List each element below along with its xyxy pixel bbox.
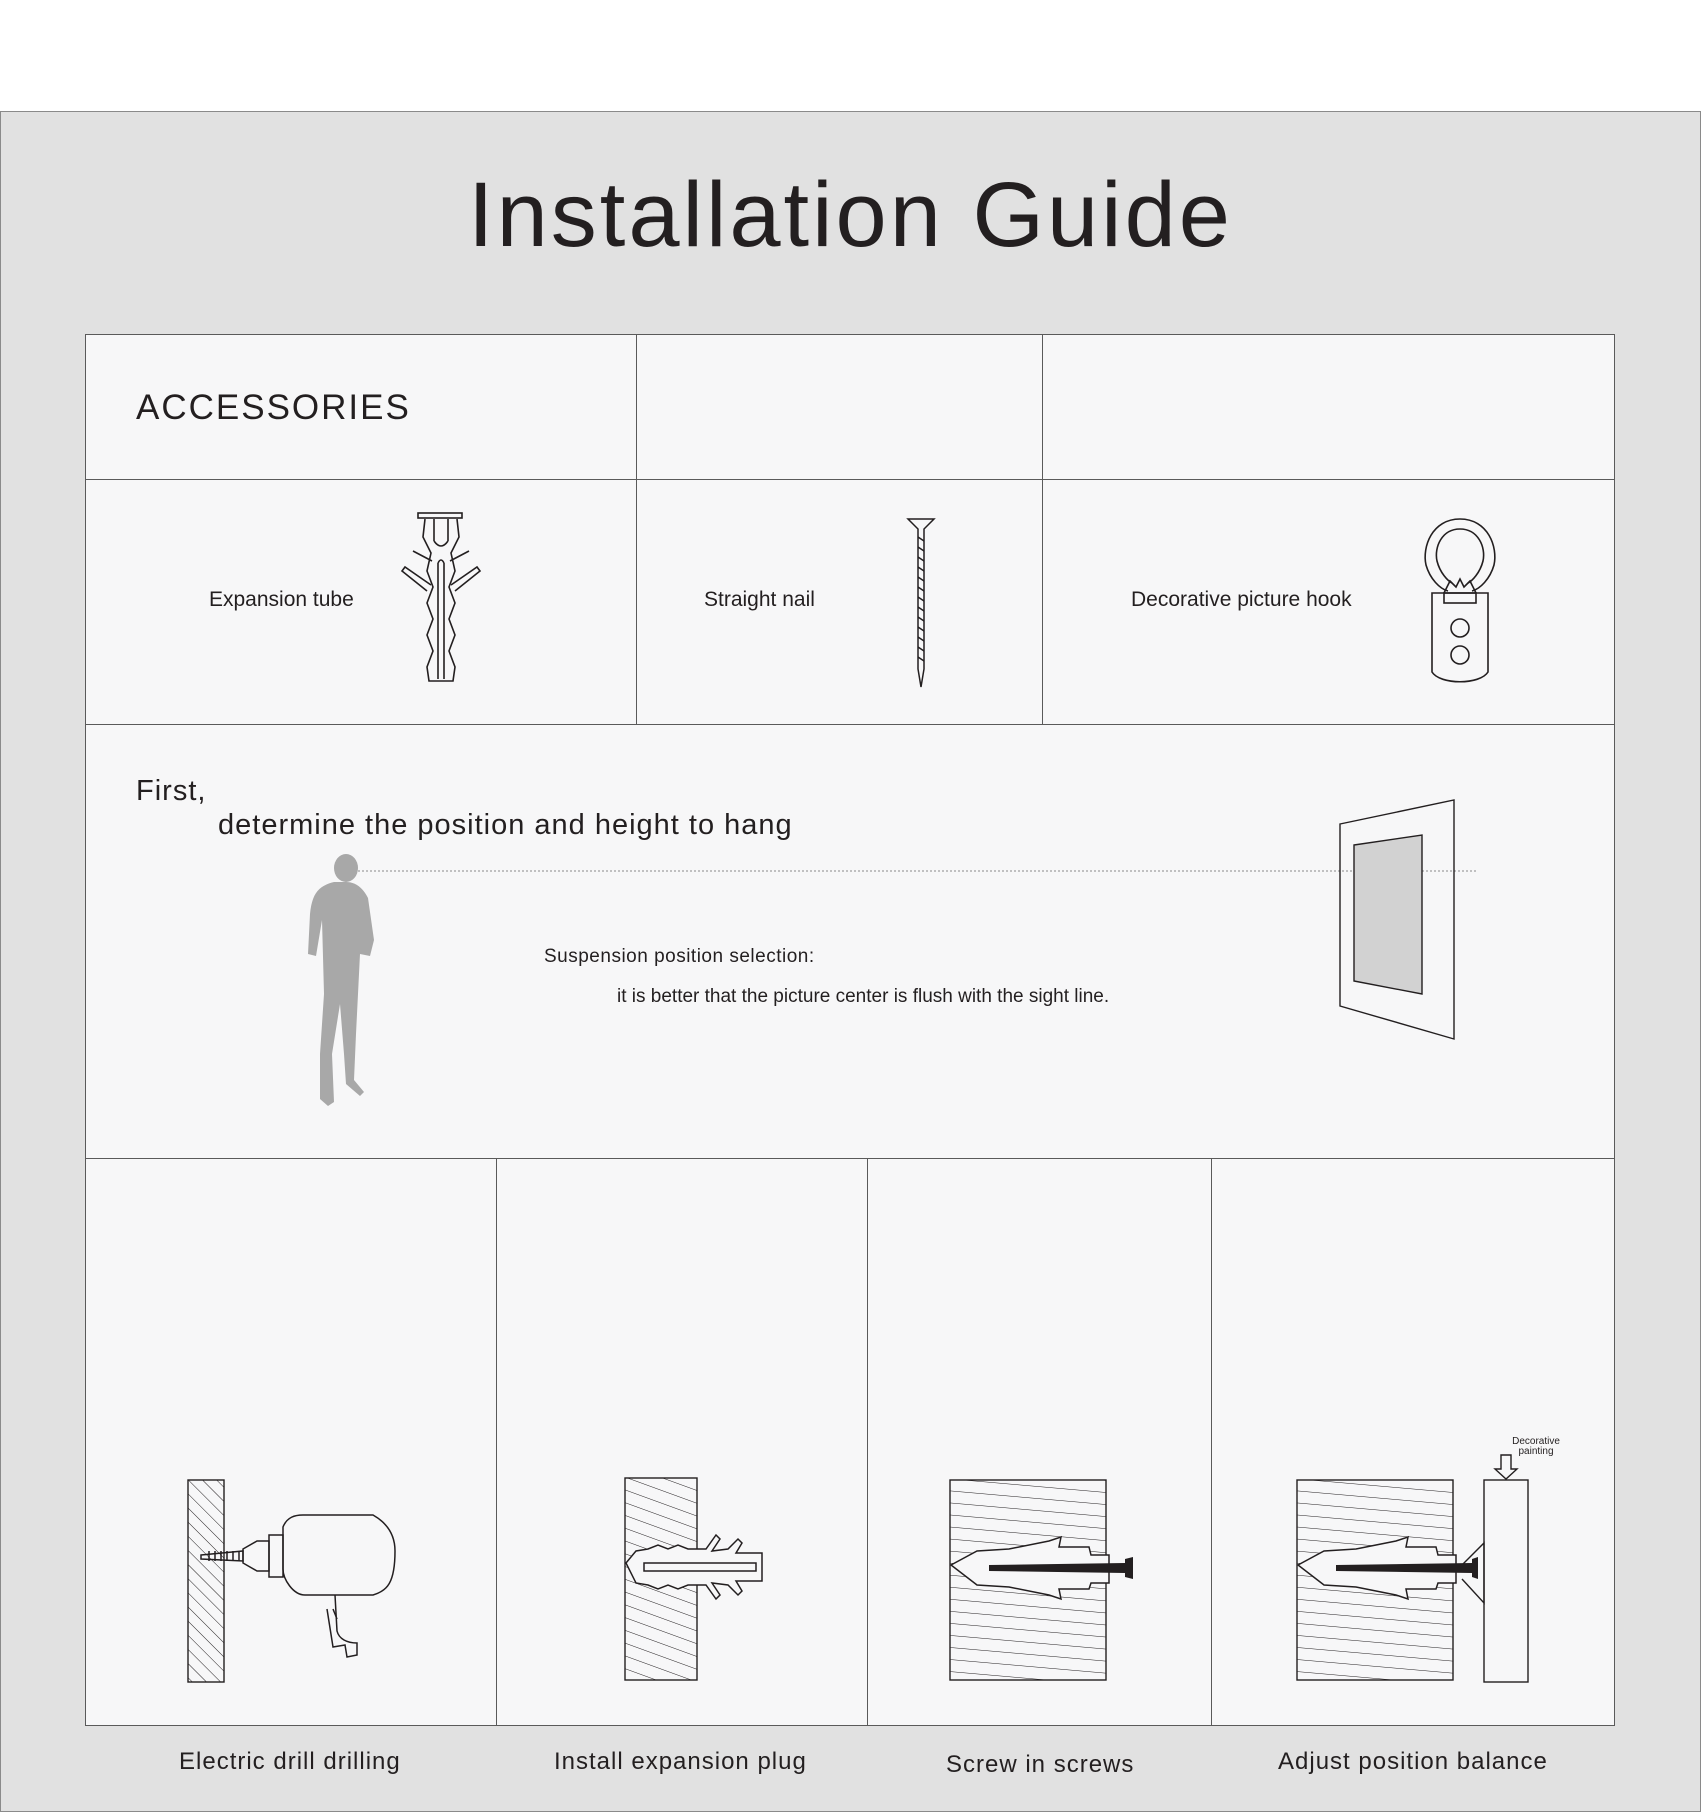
drill-icon: [187, 1479, 397, 1685]
accessory-label-straight-nail: Straight nail: [704, 588, 815, 611]
accessories-heading: ACCESSORIES: [136, 388, 411, 427]
picture-frame-icon: [1338, 799, 1458, 1044]
annotation-line: painting: [1518, 1446, 1554, 1457]
step-intro-instruction: determine the position and height to hang: [218, 809, 793, 841]
step-intro-first: First,: [136, 775, 207, 807]
step-label-screw: Screw in screws: [946, 1751, 1135, 1778]
screw-icon: [949, 1479, 1135, 1683]
annotation-line: Decorative: [1512, 1436, 1560, 1447]
decorative-painting-annotation: [1481, 1437, 1591, 1457]
step-label-balance: Adjust position balance: [1278, 1748, 1548, 1775]
person-silhouette-icon: [304, 854, 394, 1114]
column-divider: [867, 1158, 868, 1725]
column-divider: [1211, 1158, 1212, 1725]
row-divider: [86, 1158, 1614, 1159]
suspension-note-body: it is better that the picture center is flush with the sight line.: [617, 986, 1110, 1007]
step-label-expansion-plug: Install expansion plug: [554, 1748, 807, 1775]
accessory-label-expansion-tube: Expansion tube: [209, 588, 354, 611]
expansion-plug-icon: [624, 1477, 764, 1683]
column-divider: [496, 1158, 497, 1725]
step-label-drill: Electric drill drilling: [179, 1748, 401, 1775]
guide-table: [85, 334, 1615, 1778]
accessory-label-picture-hook: Decorative picture hook: [1131, 588, 1352, 611]
balance-icon: [1296, 1479, 1536, 1683]
suspension-note-title: Suspension position selection:: [544, 946, 815, 967]
page-title: Installation Guide: [468, 164, 1233, 266]
